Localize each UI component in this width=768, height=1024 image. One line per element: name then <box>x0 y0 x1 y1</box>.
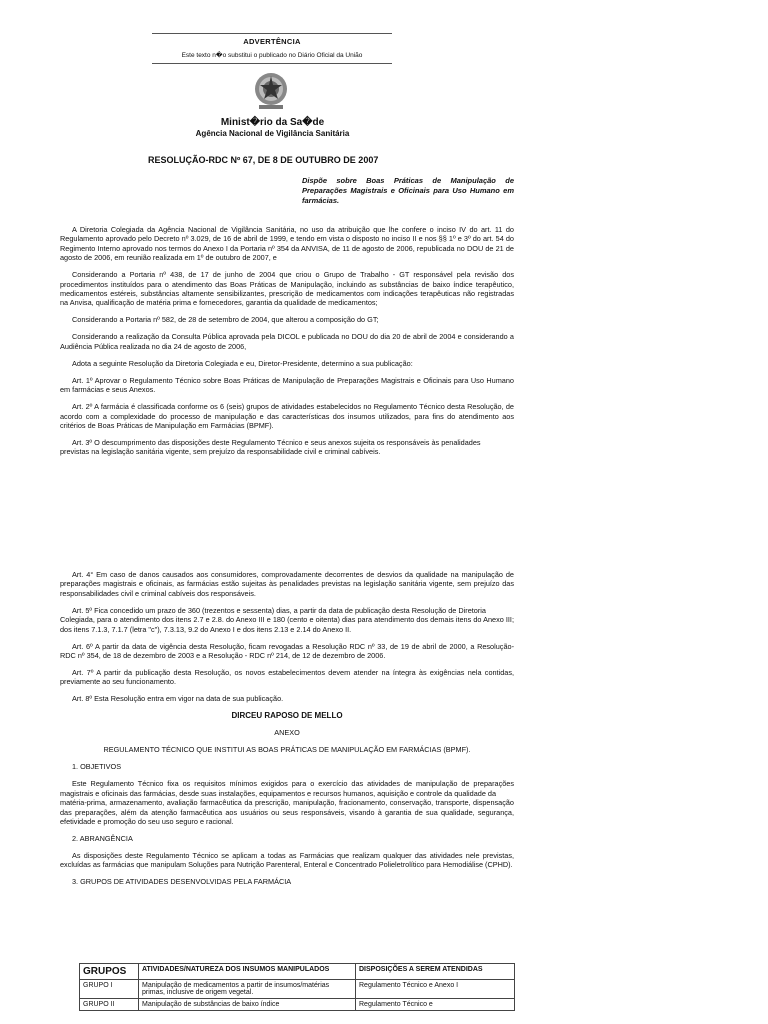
ementa: Dispõe sobre Boas Práticas de Manipulação de Preparações Magistrais e Oficinais para Uso Humano em farmácias. <box>302 176 514 205</box>
anexo-label: ANEXO <box>274 728 300 738</box>
paragraph: Art. 4° Em caso de danos causados aos consumidores, comprovadamente decorrentes de desvios da qualidade na manipulação de preparações magistrais e oficinais, as farmácias estão sujeitas às penalidades previstas na legislação sanitária vigente, sem prejuízo das responsabilidades civil e criminal cabíveis dos responsáveis. <box>60 570 514 598</box>
advertencia-notice: Este texto n�o substitui o publicado no Diário Oficial da União <box>181 52 363 59</box>
bottom-rule <box>152 63 392 64</box>
body-block-2 <box>60 570 514 894</box>
table-header: ATIVIDADES/NATUREZA DOS INSUMOS MANIPULADOS <box>139 964 356 980</box>
table-header: GRUPOS <box>80 964 139 980</box>
section-heading: 1. OBJETIVOS <box>72 762 122 772</box>
paragraph: Considerando a realização da Consulta Pública aprovada pela DICOL e publicada no DOU do dia 20 de abril de 2004 e considerando a Audiência Pública realizada no dia 24 de agosto de 2006, <box>60 332 514 351</box>
table-cell: Regulamento Técnico e Anexo I <box>356 980 515 999</box>
ministry-header <box>140 117 405 138</box>
top-rule <box>152 33 392 34</box>
resolution-title: RESOLUÇÃO-RDC Nº 67, DE 8 DE OUTUBRO DE 2007 <box>148 155 379 165</box>
agency-name: Agência Nacional de Vigilância Sanitária <box>195 129 350 138</box>
body-block-1 <box>60 225 514 464</box>
paragraph: Art. 5º Fica concedido um prazo de 360 (trezentos e sessenta) dias, a partir da data de publicação desta Resolução de Diretoria Colegiada, para o atendimento dos itens 2.7 e 2.8. do Anexo III e 180 (cento e oitenta) dias para atendimento dos demais itens do Anexo III; dos itens 7.1.3, 7.1.7 (letra "c"), 7.3.13, 9.2 do Anexo I e dos itens 2.13 e 2.14 do Anexo II. <box>60 605 514 634</box>
ministry-name: Minist�rio da Sa�de <box>220 117 325 128</box>
paragraph: A Diretoria Colegiada da Agência Nacional de Vigilância Sanitária, no uso da atribuição que lhe confere o inciso IV do art. 11 do Regulamento aprovado pelo Decreto nº 3.029, de 16 de abril de 1999, e tendo em vista o disposto no inciso II e nos §§ 1º e 3º do art. 54 do Regimento Interno aprovado nos termos do Anexo I da Portaria nº 354 da ANVISA, de 11 de agosto de 2006, republicada no DOU de 21 de agosto de 2006, em reunião realizada em 1º de outubro de 2007, e <box>60 225 514 263</box>
section-heading: 3. GRUPOS DE ATIVIDADES DESENVOLVIDAS PELA FARMÁCIA <box>72 877 292 887</box>
table-cell: GRUPO I <box>80 980 139 999</box>
table-cell: Regulamento Técnico e <box>356 999 515 1011</box>
advertencia-box <box>152 33 392 64</box>
section-heading: 2. ABRANGÊNCIA <box>72 834 133 844</box>
paragraph: Adota a seguinte Resolução da Diretoria Colegiada e eu, Diretor-Presidente, determino a sua publicação: <box>72 358 413 368</box>
paragraph: As disposições deste Regulamento Técnico se aplicam a todas as Farmácias que realizam qualquer das atividades nele previstas, excluídas as farmácias que manipulam Soluções para Nutrição Parenteral, Enteral e Concentrado Polieletrolítico para Hemodiálise (CPHD). <box>60 851 514 870</box>
groups-table <box>79 963 515 1011</box>
paragraph: Art. 8º Esta Resolução entra em vigor na data de sua publicação. <box>72 694 284 704</box>
paragraph: Art. 1º Aprovar o Regulamento Técnico sobre Boas Práticas de Manipulação de Preparações Magistrais e Oficinais para Uso Humano em farmácias e seus Anexos. <box>60 375 514 395</box>
table-row <box>80 999 515 1011</box>
anexo-title: REGULAMENTO TÉCNICO QUE INSTITUI AS BOAS PRÁTICAS DE MANIPULAÇÃO EM FARMÁCIAS (BPMF). <box>103 745 471 755</box>
table-header-row <box>80 964 515 980</box>
paragraph: Art. 6º A partir da data de vigência desta Resolução, ficam revogadas a Resolução RDC nº 33, de 19 de abril de 2000, a Resolução- RDC nº 354, de 18 de dezembro de 2003 e a Resolução - RDC nº 214, de 12 de dezembro de 2006. <box>60 641 514 661</box>
table-cell: Manipulação de medicamentos a partir de insumos/matérias primas, inclusive de origem vegetal. <box>139 980 356 999</box>
signature: DIRCEU RAPOSO DE MELLO <box>231 711 343 721</box>
paragraph: Art. 3º O descumprimento das disposições deste Regulamento Técnico e seus anexos sujeita os responsáveis às penalidades previstas na legislação sanitária vigente, sem prejuízo da responsabilidade civil e criminal cabíveis. <box>60 438 481 457</box>
paragraph: Art. 2º A farmácia é classificada conforme os 6 (seis) grupos de atividades estabelecidos no Regulamento Técnico desta Resolução, de acordo com a complexidade do processo de manipulação e das características dos insumos utilizados, para fins do atendimento aos critérios de Boas Práticas de Manipulação em Farmácias (BPMF). <box>60 402 514 431</box>
advertencia-title: ADVERTÊNCIA <box>243 37 301 46</box>
paragraph: Este Regulamento Técnico fixa os requisitos mínimos exigidos para o exercício das atividades de manipulação de preparações magistrais e oficinais das farmácias, desde suas instalações, equipamentos e recursos humanos, aquisição e controle da qualidade da matéria-prima, armazenamento, avaliação farmacêutica da prescrição, manipulação, fracionamento, conservação, transporte, dispensação das preparações, além da atenção farmacêutica aos usuários ou seus responsáveis, visando à garantia de sua qualidade, segurança, efetividade e promoção do seu uso seguro e racional. <box>60 779 514 827</box>
table-header: DISPOSIÇÕES A SEREM ATENDIDAS <box>356 964 515 980</box>
table-row <box>80 980 515 999</box>
table-cell: GRUPO II <box>80 999 139 1011</box>
paragraph: Considerando a Portaria nº 582, de 28 de setembro de 2004, que alterou a composição do GT; <box>72 315 379 325</box>
coat-of-arms-icon <box>251 70 291 112</box>
table-cell: Manipulação de substâncias de baixo índice <box>139 999 356 1011</box>
paragraph: Art. 7º A partir da publicação desta Resolução, os novos estabelecimentos devem atender na íntegra às exigências nela contidas, previamente ao seu funcionamento. <box>60 668 514 687</box>
paragraph: Considerando a Portaria nº 438, de 17 de junho de 2004 que criou o Grupo de Trabalho - GT responsável pela revisão dos procedimentos instituídos para o atendimento das Boas Práticas de Manipulação, incluindo as substâncias de baixo índice terapêutico, medicamentos estéreis, substâncias altamente sensibilizantes, prescrição de medicamentos com indicações terapêuticas não registradas na Anvisa, qualificação de matéria prima e fornecedores, garantia da qualidade de medicamentos; <box>60 270 514 308</box>
